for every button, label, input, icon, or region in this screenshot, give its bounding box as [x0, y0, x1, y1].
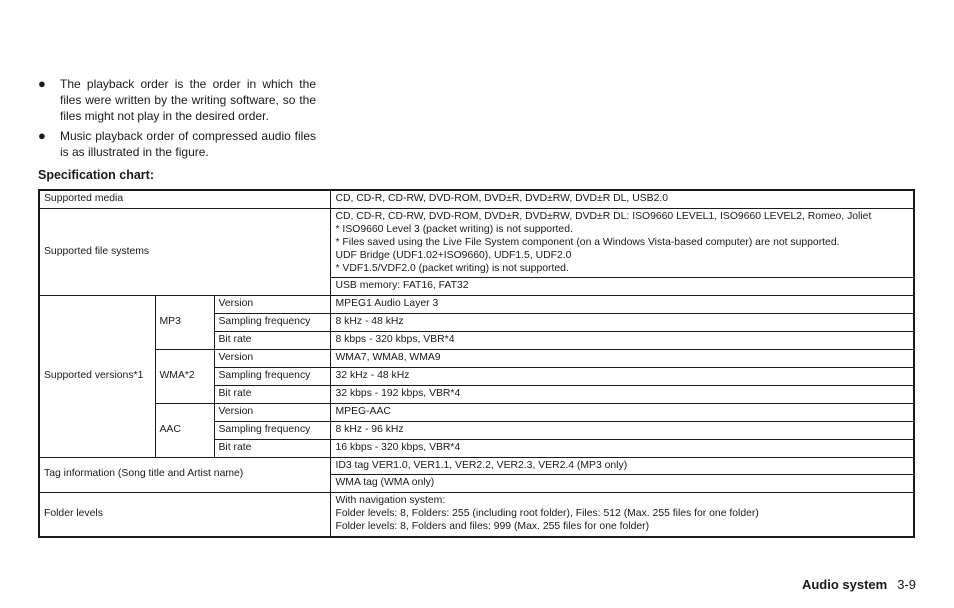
row-label-folder-levels: Folder levels: [39, 493, 330, 537]
table-row: [39, 296, 914, 314]
attribute-label: Sampling frequency: [214, 314, 330, 332]
attribute-value: MPEG-AAC: [330, 403, 914, 421]
usb-file-systems-value: USB memory: FAT16, FAT32: [330, 278, 914, 296]
table-row: [39, 350, 914, 368]
row-label-versions: Supported versions*1: [39, 296, 155, 457]
row-label-tag-information: Tag information (Song title and Artist name): [39, 457, 330, 493]
footer-section-title: Audio system: [801, 577, 888, 592]
attribute-label: Version: [214, 296, 330, 314]
attribute-value: 8 kHz - 48 kHz: [330, 314, 914, 332]
tag-value: ID3 tag VER1.0, VER1.1, VER2.2, VER2.3, VER2.4 (MP3 only): [330, 457, 914, 475]
media-value: CD, CD-R, CD-RW, DVD-ROM, DVD±R, DVD±RW, DVD±R DL, USB2.0: [330, 190, 914, 208]
folder-levels-line: Folder levels: 8, Folders: 255 (including root folder), Files: 512 (Max. 255 files for one folder): [335, 508, 759, 520]
folder-levels-value: [330, 493, 914, 537]
file-systems-value: [330, 208, 914, 278]
attribute-value: 16 kbps - 320 kbps, VBR*4: [330, 439, 914, 457]
attribute-value: 32 kbps - 192 kbps, VBR*4: [330, 385, 914, 403]
table-row: [39, 457, 914, 475]
bullet-text: The playback order is the order in which the files were written by the writing software, so the files might not play in the desired order.: [60, 77, 316, 124]
file-systems-line: * VDF1.5/VDF2.0 (packet writing) is not supported.: [335, 262, 569, 274]
table-row: [39, 208, 914, 278]
format-name: WMA*2: [155, 350, 214, 404]
table-row: [39, 190, 914, 208]
bullet-icon: ●: [38, 127, 46, 143]
attribute-value: 8 kHz - 96 kHz: [330, 421, 914, 439]
file-systems-line: UDF Bridge (UDF1.02+ISO9660), UDF1.5, UDF2.0: [335, 249, 572, 261]
attribute-label: Sampling frequency: [214, 367, 330, 385]
attribute-value: MPEG1 Audio Layer 3: [330, 296, 914, 314]
bullet-item: [38, 128, 316, 160]
folder-levels-line: With navigation system:: [335, 495, 446, 507]
bullet-item: [38, 76, 316, 125]
table-row: [39, 403, 914, 421]
folder-levels-line: Folder levels: 8, Folders and files: 999 (Max. 255 files for one folder): [335, 521, 650, 533]
attribute-label: Version: [214, 403, 330, 421]
attribute-value: 32 kHz - 48 kHz: [330, 367, 914, 385]
page-number: 3-9: [897, 577, 916, 592]
format-name: MP3: [155, 296, 214, 350]
specification-table: [38, 189, 915, 538]
format-name: AAC: [155, 403, 214, 457]
table-row: [39, 493, 914, 537]
attribute-label: Bit rate: [214, 439, 330, 457]
attribute-label: Bit rate: [214, 332, 330, 350]
section-title: Specification chart:: [38, 168, 154, 182]
bullet-text: Music playback order of compressed audio files is as illustrated in the figure.: [60, 128, 316, 159]
row-label-file-systems: Supported file systems: [39, 208, 330, 295]
attribute-label: Bit rate: [214, 385, 330, 403]
attribute-value: 8 kbps - 320 kbps, VBR*4: [330, 332, 914, 350]
file-systems-line: * Files saved using the Live File System component (on a Windows Vista-based computer) are not supported.: [335, 236, 840, 248]
bullet-list: [38, 76, 316, 163]
attribute-label: Version: [214, 350, 330, 368]
attribute-value: WMA7, WMA8, WMA9: [330, 350, 914, 368]
file-systems-line: CD, CD-R, CD-RW, DVD-ROM, DVD±R, DVD±RW, DVD±R DL: ISO9660 LEVEL1, ISO9660 LEVEL2, Romeo, Joliet: [335, 210, 872, 222]
attribute-label: Sampling frequency: [214, 421, 330, 439]
bullet-icon: ●: [38, 76, 46, 91]
row-label-media: Supported media: [39, 190, 330, 208]
tag-value: WMA tag (WMA only): [330, 475, 914, 493]
page-footer: [802, 577, 916, 592]
file-systems-line: * ISO9660 Level 3 (packet writing) is not supported.: [335, 223, 573, 235]
